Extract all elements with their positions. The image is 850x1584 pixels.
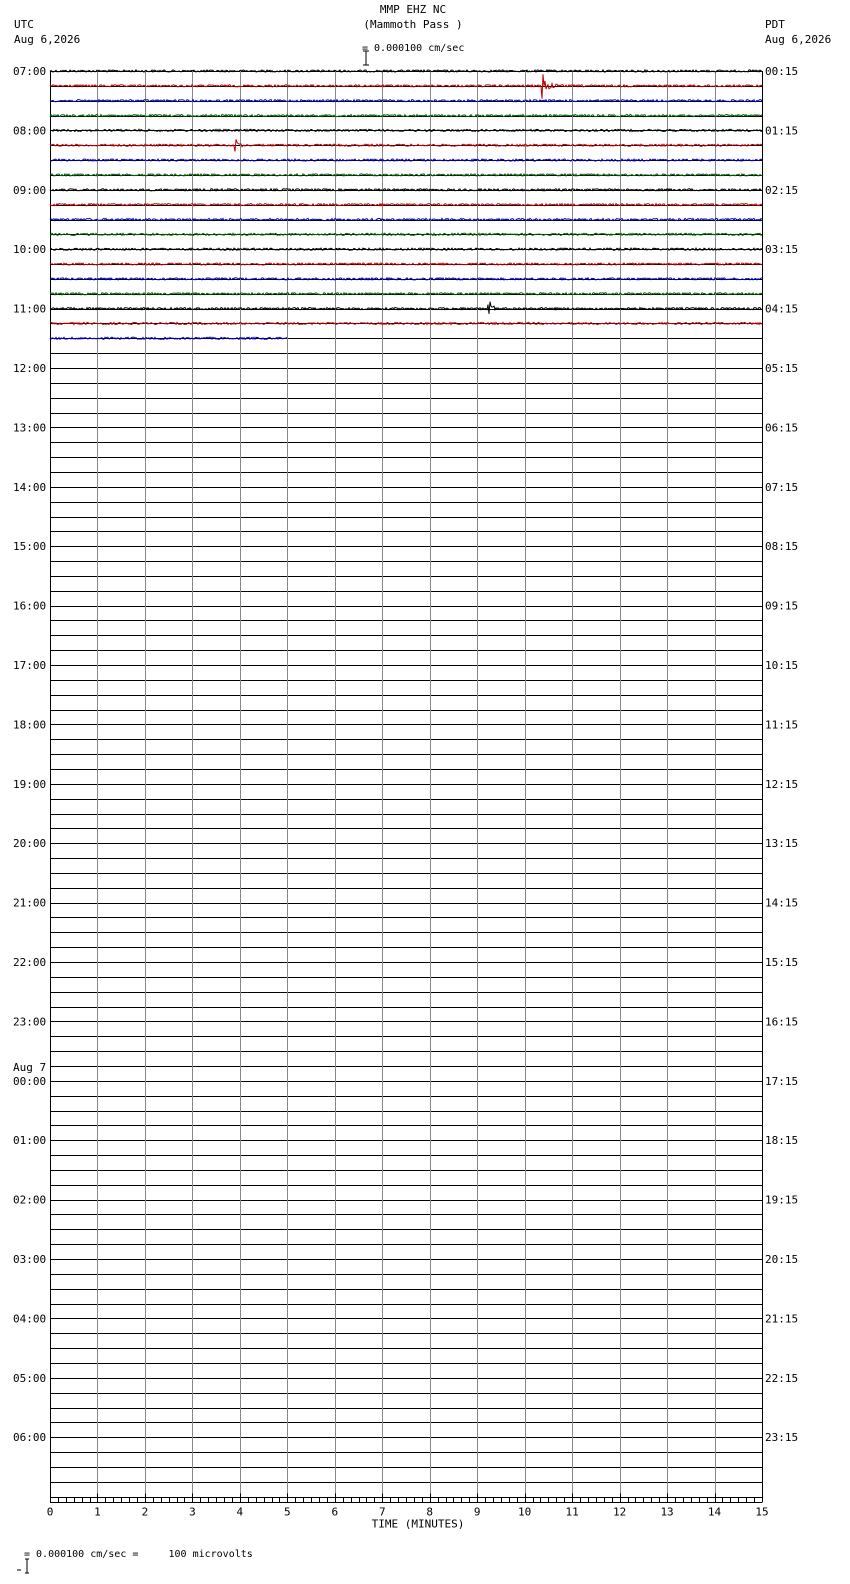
x-tick-label: 10	[518, 1505, 532, 1519]
pdt-hour-label: 04:15	[765, 302, 799, 316]
x-tick-label: 7	[378, 1505, 386, 1519]
pdt-hour-label: 21:15	[765, 1312, 799, 1326]
pdt-hour-label: 23:15	[765, 1431, 799, 1445]
utc-hour-label: 03:00	[13, 1253, 47, 1266]
utc-hour-label: 05:00	[13, 1371, 47, 1385]
pdt-hour-label: 16:15	[765, 1015, 799, 1029]
x-tick-label: 1	[94, 1505, 101, 1519]
x-tick-label: 15	[755, 1505, 769, 1519]
x-tick-label: 0	[46, 1505, 54, 1519]
utc-hour-label: 22:00	[13, 956, 47, 969]
pdt-hour-label: 03:15	[765, 243, 799, 257]
x-tick-label: 2	[141, 1505, 149, 1519]
footer-scale-note: = 0.000100 cm/sec = 100 microvolts	[24, 1549, 253, 1560]
axis-layer	[47, 1494, 769, 1531]
pdt-hour-label: 14:15	[765, 896, 799, 910]
utc-hour-label: 06:00	[13, 1431, 47, 1445]
x-tick-label: 11	[565, 1505, 579, 1519]
x-tick-label: 6	[331, 1505, 339, 1519]
utc-hour-label: 23:00	[13, 1015, 47, 1029]
right-timezone: PDT	[765, 18, 785, 31]
left-date: Aug 6,2026	[14, 33, 81, 46]
pdt-hour-label: 11:15	[765, 718, 799, 732]
utc-hour-label: 09:00	[13, 183, 47, 197]
x-tick-label: 12	[612, 1505, 627, 1519]
trace-row-0	[50, 70, 762, 72]
utc-hour-label: 10:00	[13, 243, 47, 257]
pdt-hour-label: 00:15	[765, 65, 799, 78]
utc-hour-label: 12:00	[13, 362, 47, 375]
pdt-hour-label: 05:15	[765, 362, 799, 375]
x-tick-label: 5	[284, 1505, 291, 1519]
trace-row-16	[50, 302, 762, 314]
station-title: MMP EHZ NC	[379, 3, 447, 16]
pdt-hour-label: 20:15	[765, 1253, 799, 1266]
x-tick-label: 9	[473, 1505, 481, 1519]
utc-hour-label: 17:00	[13, 659, 47, 672]
pdt-hour-label: 01:15	[765, 124, 799, 138]
pdt-hour-label: 13:15	[765, 837, 799, 851]
footer-scale-marker-icon	[2, 1544, 22, 1564]
utc-hour-label: 14:00	[13, 480, 47, 494]
pdt-hour-label: 06:15	[765, 421, 799, 435]
utc-hour-label: 00:00	[13, 1074, 47, 1088]
pdt-hour-label: 12:15	[765, 777, 799, 791]
utc-hour-label: 19:00	[13, 777, 47, 791]
pdt-hour-label: 22:15	[765, 1371, 799, 1385]
trace-row-18	[50, 337, 287, 339]
right-date: Aug 6,2026	[765, 33, 832, 46]
pdt-hour-label: 17:15	[765, 1074, 799, 1088]
station-location: (Mammoth Pass )	[363, 18, 463, 31]
grid-layer	[50, 71, 763, 1498]
utc-hour-label: 16:00	[13, 599, 47, 613]
scale-label: = 0.000100 cm/sec	[362, 43, 465, 54]
x-tick-label: 8	[426, 1505, 434, 1519]
utc-hour-label: 11:00	[13, 302, 47, 316]
utc-hour-label: 13:00	[13, 421, 47, 435]
date-change-label: Aug 7	[13, 1060, 47, 1074]
x-axis-title: TIME (MINUTES)	[371, 1517, 465, 1531]
utc-hour-label: 07:00	[13, 65, 47, 78]
trace-row-17	[50, 322, 762, 324]
utc-hour-label: 02:00	[13, 1193, 47, 1207]
utc-hour-label: 21:00	[13, 896, 47, 910]
utc-hour-label: 08:00	[13, 124, 47, 138]
x-tick-label: 3	[189, 1505, 196, 1519]
pdt-hour-label: 08:15	[765, 540, 799, 554]
utc-hour-label: 18:00	[13, 718, 47, 732]
trace-layer	[50, 70, 762, 340]
x-tick-label: 4	[236, 1505, 244, 1519]
left-timezone: UTC	[14, 18, 34, 31]
utc-hour-label: 04:00	[13, 1312, 47, 1326]
x-tick-label: 14	[707, 1505, 722, 1519]
pdt-hour-label: 10:15	[765, 659, 799, 672]
pdt-hour-label: 07:15	[765, 480, 799, 494]
utc-hour-label: 01:00	[13, 1134, 47, 1148]
pdt-hour-label: 15:15	[765, 956, 799, 969]
utc-hour-label: 15:00	[13, 540, 47, 554]
utc-hour-label: 20:00	[13, 837, 47, 851]
pdt-hour-label: 19:15	[765, 1193, 799, 1207]
pdt-hour-label: 02:15	[765, 183, 799, 197]
pdt-hour-label: 09:15	[765, 599, 799, 613]
x-tick-label: 13	[660, 1505, 674, 1519]
pdt-hour-label: 18:15	[765, 1134, 799, 1148]
trace-row-2	[50, 100, 762, 102]
